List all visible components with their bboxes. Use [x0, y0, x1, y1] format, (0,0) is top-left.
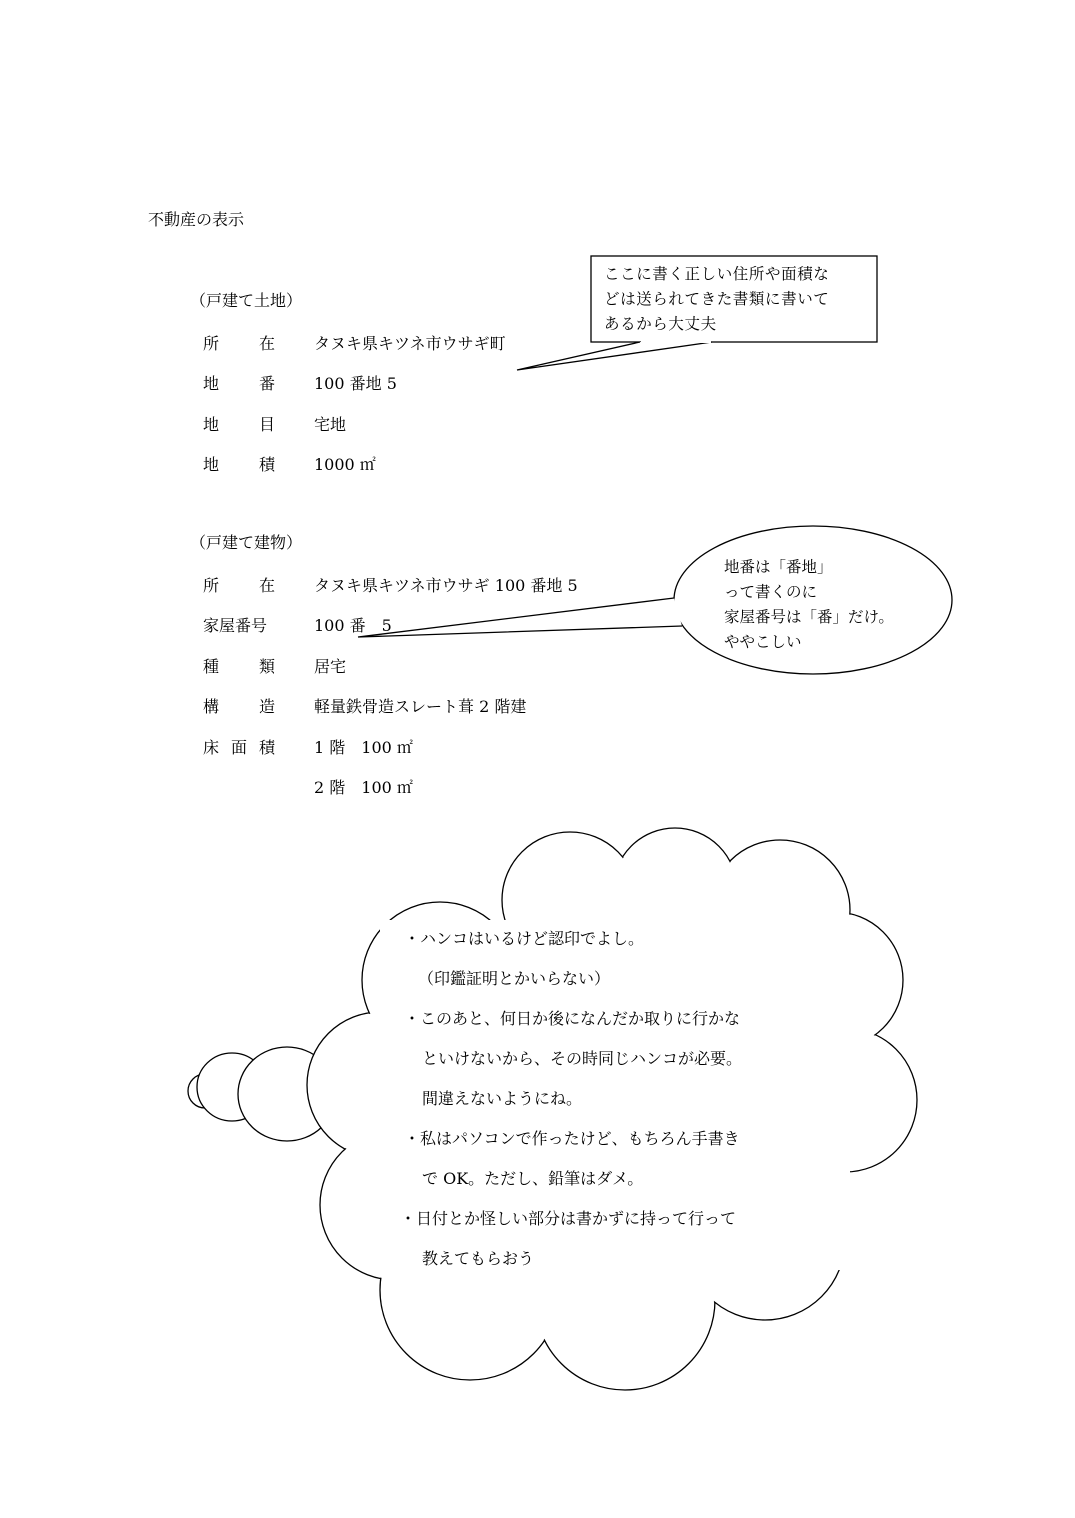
field-value: タヌキ県キツネ市ウサギ 100 番地 5	[314, 576, 578, 595]
callout-line: ややこしい	[724, 633, 802, 651]
land-section-title: （戸建て土地）	[190, 291, 303, 310]
building-row-floor-area-2	[203, 775, 703, 795]
field-label: 所 在	[203, 576, 275, 595]
rect-callout-text	[604, 262, 829, 337]
building-section-title: （戸建て建物）	[190, 533, 303, 552]
field-label: 床 面 積	[203, 738, 275, 757]
callout-line: あるから大丈夫	[604, 315, 717, 333]
cloud-line: （印鑑証明とかいらない）	[418, 969, 611, 988]
field-label: 地 積	[203, 455, 275, 474]
building-row-location	[203, 573, 703, 593]
callout-line: 家屋番号は「番」だけ。	[724, 608, 894, 626]
cloud-line: といけないから、その時同じハンコが必要。	[422, 1049, 743, 1068]
building-row-floor-area	[203, 735, 703, 755]
field-value: 1 階 100 ㎡	[314, 738, 413, 757]
field-label: 所 在	[203, 334, 275, 353]
callout-line: って書くのに	[724, 583, 818, 601]
building-row-structure	[203, 694, 703, 714]
building-row-type	[203, 654, 703, 674]
cloud-line: ・このあと、何日か後になんだか取りに行かな	[404, 1009, 741, 1028]
cloud-line: ・日付とか怪しい部分は書かずに持って行って	[400, 1209, 737, 1228]
callout-line: どは送られてきた書類に書いて	[604, 290, 830, 308]
callout-line: ここに書く正しい住所や面積な	[604, 265, 830, 283]
cloud-line: 間違えないようにね。	[422, 1089, 583, 1108]
field-label: 家屋番号	[203, 616, 268, 635]
field-label: 地 目	[203, 415, 275, 434]
field-value: 軽量鉄骨造スレート葺 2 階建	[314, 697, 527, 716]
field-label: 種 類	[203, 657, 275, 676]
cloud-line: で OK。ただし、鉛筆はダメ。	[422, 1169, 644, 1188]
building-row-house-number	[203, 613, 703, 633]
field-value: 1000 ㎡	[314, 455, 376, 474]
cloud-line: ・ハンコはいるけど認印でよし。	[404, 929, 645, 948]
field-value: 2 階 100 ㎡	[314, 778, 413, 797]
field-label: 構 造	[203, 697, 275, 716]
land-row-category	[203, 412, 703, 432]
field-value: タヌキ県キツネ市ウサギ町	[314, 334, 506, 353]
oval-callout-text	[724, 555, 894, 655]
callout-line: 地番は「番地」	[724, 558, 833, 576]
page-heading: 不動産の表示	[148, 210, 245, 229]
field-value: 居宅	[314, 657, 347, 676]
land-row-lot-number	[203, 371, 703, 391]
field-value: 宅地	[314, 415, 347, 434]
cloud-line: 教えてもらおう	[422, 1249, 535, 1268]
field-value: 100 番地 5	[314, 374, 397, 393]
field-label: 地 番	[203, 374, 275, 393]
field-value: 100 番 5	[314, 616, 392, 635]
land-row-area	[203, 452, 703, 472]
cloud-line: ・私はパソコンで作ったけど、もちろん手書き	[404, 1129, 740, 1148]
